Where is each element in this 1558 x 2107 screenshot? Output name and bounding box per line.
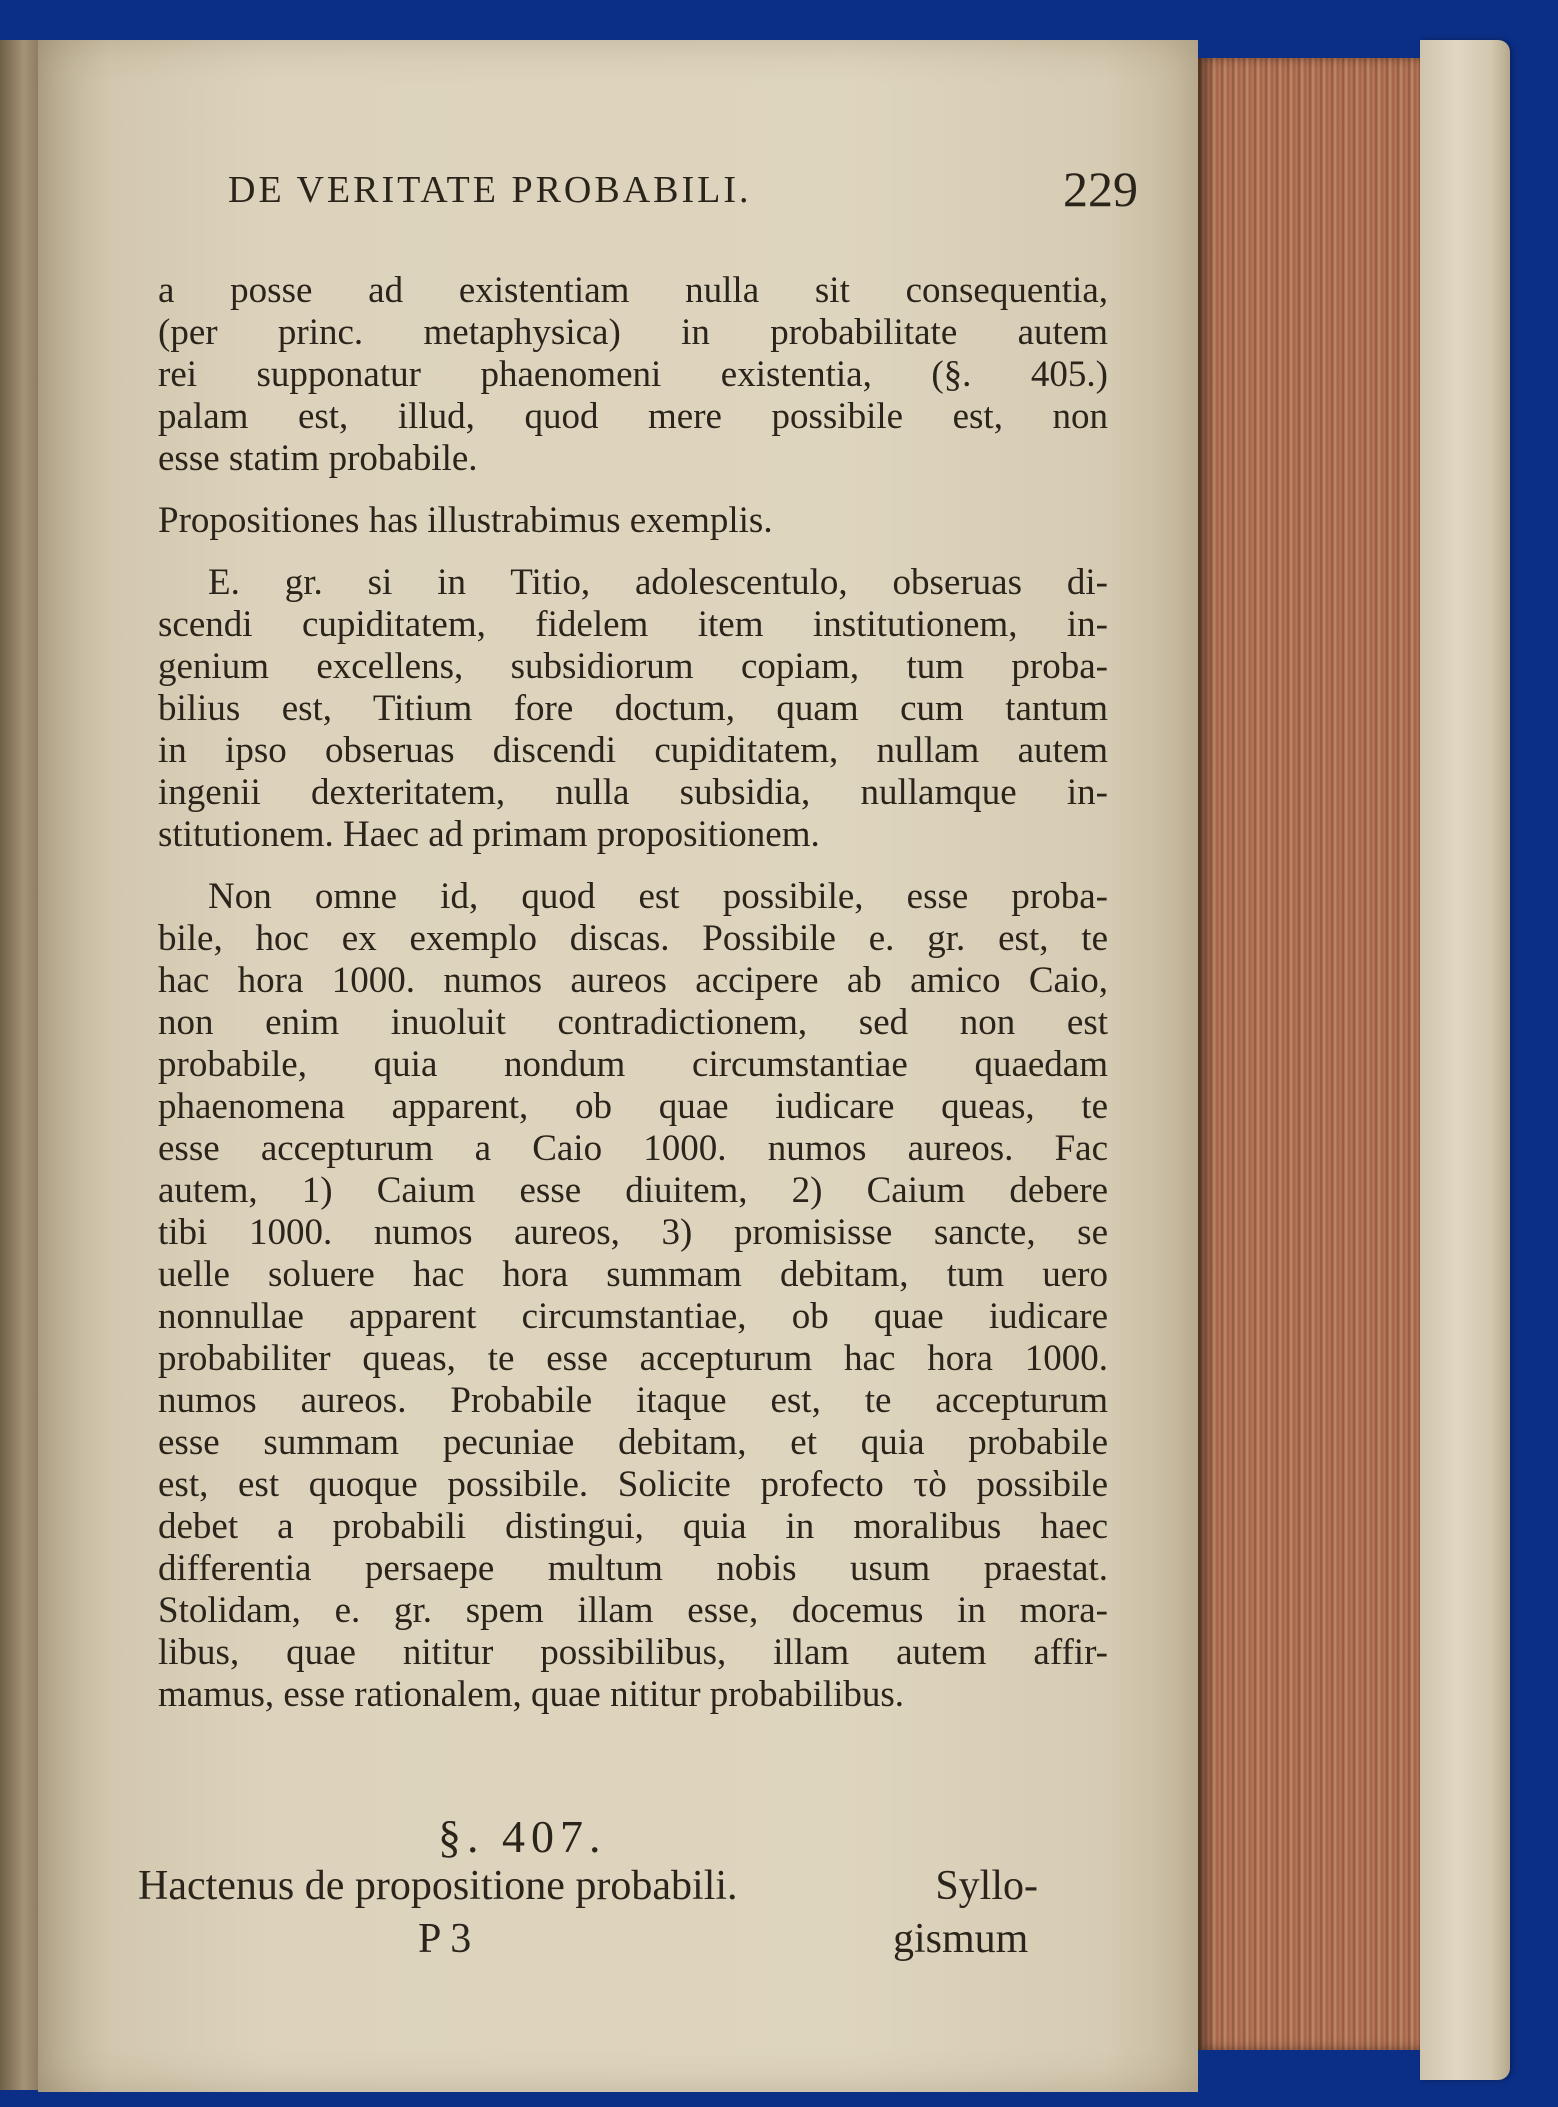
body-line: ingenii dexteritatem, nulla subsidia, nullamque in- [158,772,1108,813]
body-line: palam est, illud, quod mere possibile est, non [158,396,1108,437]
body-line: bile, hoc ex exemplo discas. Possibile e. gr. est, te [158,918,1108,959]
body-line: genium excellens, subsidiorum copiam, tum proba- [158,646,1108,687]
page-text [38,40,1198,2092]
facing-page-edge [0,40,40,2090]
body-line: libus, quae nititur possibilibus, illam autem affir- [158,1632,1108,1673]
running-title: DE VERITATE PROBABILI. [228,169,752,211]
body-line: Stolidam, e. gr. spem illam esse, docemus in mora- [158,1590,1108,1631]
final-line-hyphenated: Syllo- [935,1863,1038,1909]
body-line: numos aureos. Probabile itaque est, te accepturum [158,1380,1108,1421]
body-line: uelle soluere hac hora summam debitam, tum uero [158,1254,1108,1295]
body-line: (per princ. metaphysica) in probabilitate autem [158,312,1108,353]
final-line-text: Hactenus de propositione probabili. [138,1863,738,1909]
body-line: mamus, esse rationalem, quae nititur probabilibus. [158,1674,904,1715]
body-line: differentia persaepe multum nobis usum praestat. [158,1548,1108,1589]
fore-edge-shadow [1195,58,1215,2050]
body-line: esse accepturum a Caio 1000. numos aureos. Fac [158,1128,1108,1169]
body-line: phaenomena apparent, ob quae iudicare queas, te [158,1086,1108,1127]
section-heading: §. 407. [438,1811,607,1862]
body-line: Non omne id, quod est possibile, esse proba- [208,876,1108,917]
body-line: E. gr. si in Titio, adolescentulo, obseruas di- [208,562,1108,603]
body-line: rei supponatur phaenomeni existentia, (§. 405.) [158,354,1108,395]
body-line: probabile, quia nondum circumstantiae quaedam [158,1044,1108,1085]
book-fore-edge [1195,58,1427,2050]
body-line: hac hora 1000. numos aureos accipere ab amico Caio, [158,960,1108,1001]
body-line: tibi 1000. numos aureos, 3) promisisse sancte, se [158,1212,1108,1253]
body-line: in ipso obseruas discendi cupiditatem, nullam autem [158,730,1108,771]
signature-mark: P 3 [418,1916,472,1962]
body-line: debet a probabili distingui, quia in moralibus haec [158,1506,1108,1547]
body-line: nonnullae apparent circumstantiae, ob quae iudicare [158,1296,1108,1337]
body-line: Propositiones has illustrabimus exemplis. [158,500,773,541]
body-line: probabiliter queas, te esse accepturum hac hora 1000. [158,1338,1108,1379]
body-line: est, est quoque possibile. Solicite profecto τὸ possibile [158,1464,1108,1505]
body-line: stitutionem. Haec ad primam propositionem. [158,814,820,855]
body-line: autem, 1) Caium esse diuitem, 2) Caium debere [158,1170,1108,1211]
page-number: 229 [1063,161,1138,217]
body-line: esse statim probabile. [158,438,478,479]
running-header [228,150,1148,220]
body-line: non enim inuoluit contradictionem, sed non est [158,1002,1108,1043]
body-line: esse summam pecuniae debitam, et quia probabile [158,1422,1108,1463]
body-line: a posse ad existentiam nulla sit consequentia, [158,270,1108,311]
body-line: bilius est, Titium fore doctum, quam cum tantum [158,688,1108,729]
catchword: gismum [893,1916,1029,1962]
body-line: scendi cupiditatem, fidelem item institutionem, in- [158,604,1108,645]
book-cover-edge [1420,40,1510,2080]
book-page [38,40,1198,2092]
